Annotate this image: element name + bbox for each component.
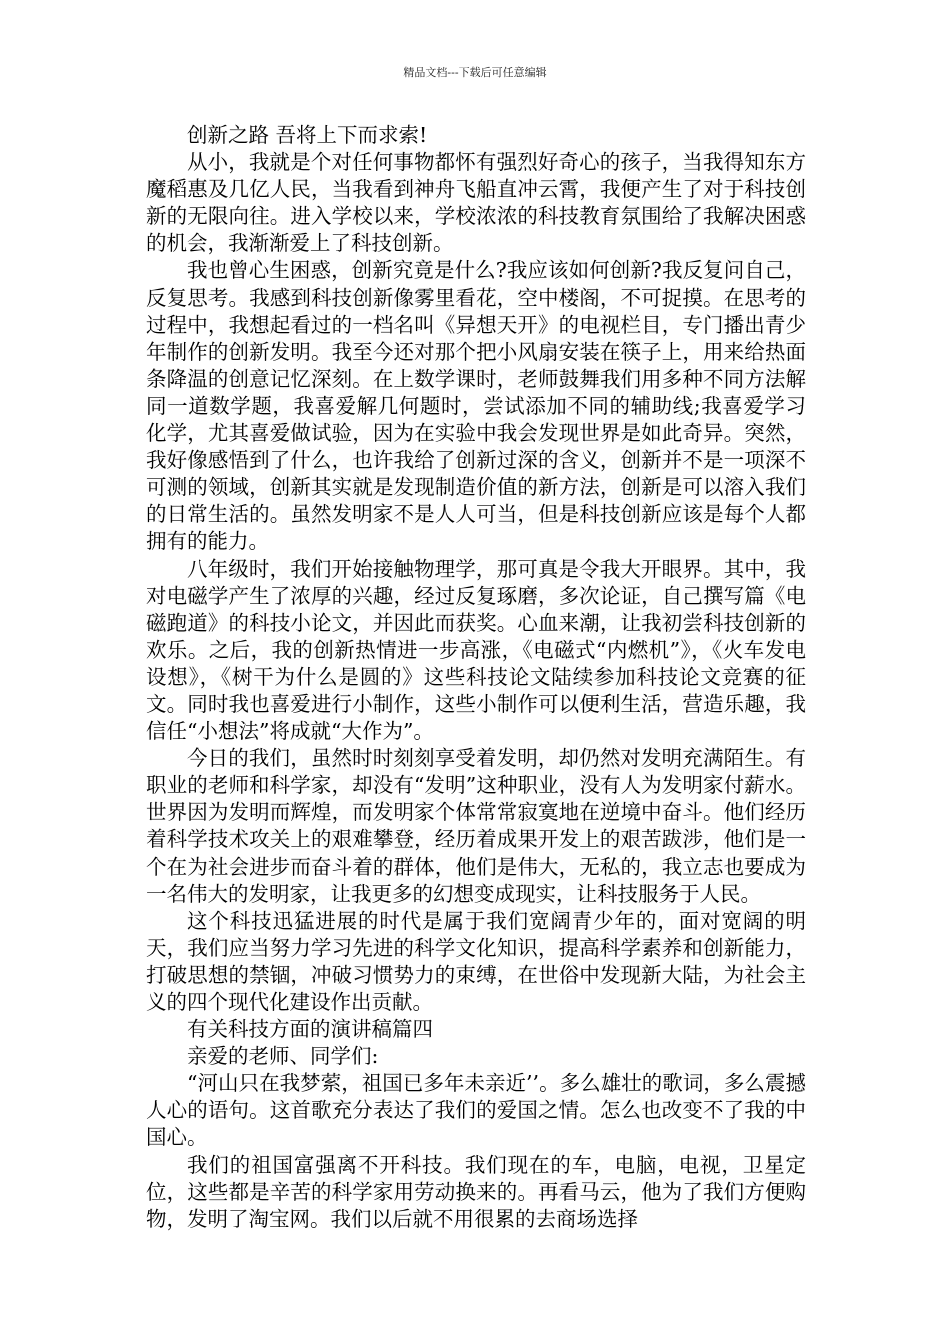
- body-paragraph: 这个科技迅猛进展的时代是属于我们宽阔青少年的，面对宽阔的明天，我们应当努力学习先进的科学文化知识，提高科学素养和创新能力，打破思想的禁锢，冲破习惯势力的束缚，在世俗中发现新大陆，为社会主义的四个现代化建设作出贡献。: [146, 908, 806, 1014]
- heading-paragraph: 创新之路 吾将上下而求索!: [187, 123, 428, 147]
- body-paragraph: 我们的祖国富强离不开科技。我们现在的车，电脑，电视，卫星定位，这些都是辛苦的科学家用劳动换来的。再看马云，他为了我们方便购物，发明了淘宝网。我们以后就不用很累的去商场选择: [146, 1152, 806, 1231]
- body-paragraph: 八年级时，我们开始接触物理学，那可真是令我大开眼界。其中，我对电磁学产生了浓厚的兴趣，经过反复琢磨，多次论证，自己撰写篇《电磁跑道》的科技小论文，并因此而获奖。心血来潮，让我初尝科技创新的欢乐。之后，我的创新热情进一步高涨，《电磁式“内燃机”》，《火车发电设想》，《树干为什么是圆的》这些科技论文陆续参加科技论文竞赛的征文。同时我也喜爱进行小制作，这些小制作可以便利生活，营造乐趣，我信任“小想法”将成就“大作为”。: [146, 556, 806, 744]
- salutation: 亲爱的老师、同学们:: [187, 1044, 379, 1069]
- section-title: 有关科技方面的演讲稿篇四: [187, 1017, 433, 1042]
- body-paragraph: “河山只在我梦萦，祖国已多年未亲近’’。多么雄壮的歌词，多么震撼人心的语句。这首歌充分表达了我们的爱国之情。怎么也改变不了我的中国心。: [146, 1071, 806, 1150]
- body-paragraph: 从小，我就是个对任何事物都怀有强烈好奇心的孩子，当我得知东方魔稻惠及几亿人民，当我看到神舟飞船直冲云霄，我便产生了对于科技创新的无限向往。进入学校以来，学校浓浓的科技教育氛围给了我解决困惑的机会，我渐渐爱上了科技创新。: [146, 150, 806, 256]
- document-body: [146, 122, 806, 1233]
- body-paragraph: 我也曾心生困惑，创新究竟是什么?我应该如何创新?我反复问自己，反复思考。我感到科技创新像雾里看花，空中楼阁，不可捉摸。在思考的过程中，我想起看过的一档名叫《异想天开》的电视栏目，专门播出青少年制作的创新发明。我至今还对那个把小风扇安装在筷子上，用来给热面条降温的创意记忆深刻。在上数学课时，老师鼓舞我们用多种不同方法解同一道数学题，我喜爱解几何题时，尝试添加不同的辅助线;我喜爱学习化学，尤其喜爱做试验，因为在实验中我会发现世界是如此奇异。突然，我好像感悟到了什么，也许我给了创新过深的含义，创新并不是一项深不可测的领域，创新其实就是发现制造价值的新方法，创新是可以溶入我们的日常生活的。虽然发明家不是人人可当，但是科技创新应该是每个人都拥有的能力。: [146, 258, 806, 554]
- page-header: 精品文档---下载后可任意编辑: [403, 66, 547, 79]
- body-paragraph: 今日的我们，虽然时时刻刻享受着发明，却仍然对发明充满陌生。有职业的老师和科学家，却没有“发明”这种职业，没有人为发明家付薪水。世界因为发明而辉煌，而发明家个体常常寂寞地在逆境中奋斗。他们经历着科学技术攻关上的艰难攀登，经历着成果开发上的艰苦跋涉，他们是一个在为社会进步而奋斗着的群体，他们是伟大，无私的，我立志也要成为一名伟大的发明家，让我更多的幻想变成现实，让科技服务于人民。: [146, 746, 806, 906]
